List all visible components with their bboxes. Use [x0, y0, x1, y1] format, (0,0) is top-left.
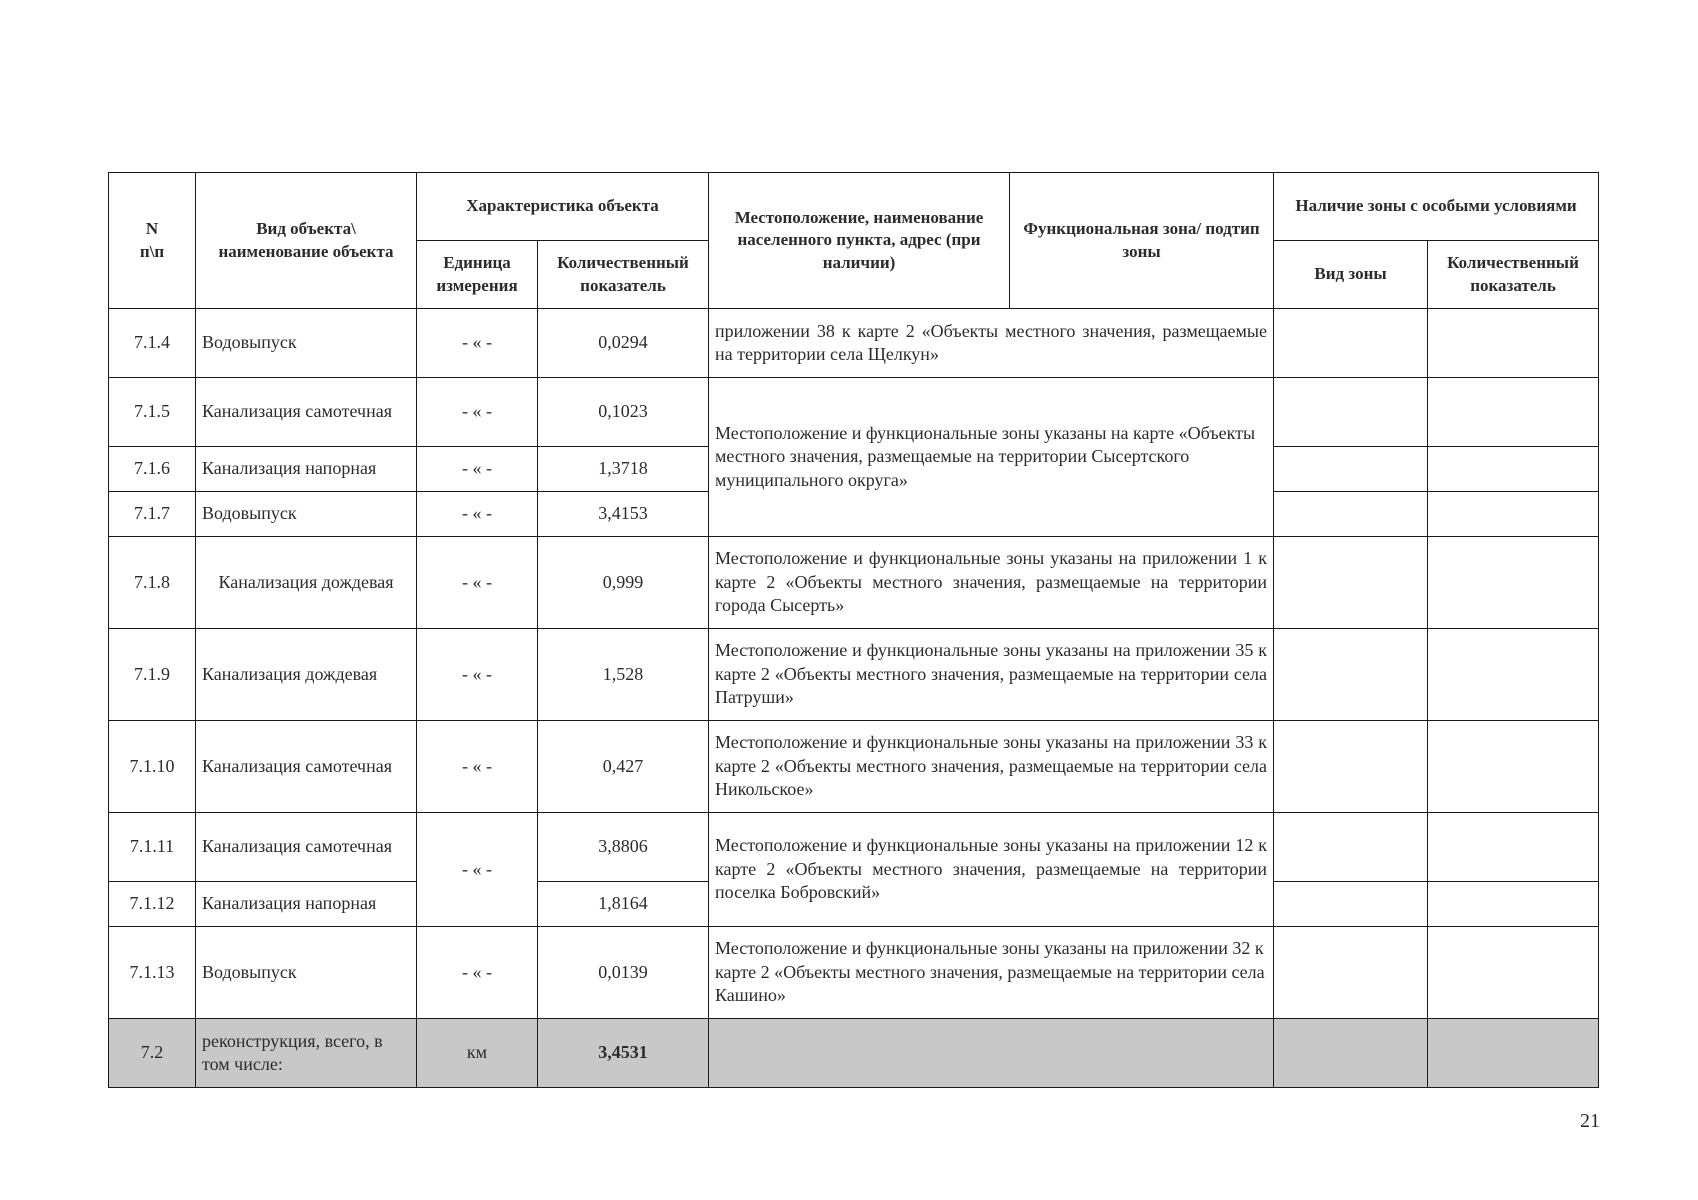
row-name: Водовыпуск	[196, 309, 417, 378]
row-unit: - « -	[417, 927, 538, 1019]
header-func-zone: Функциональная зона/ подтип зоны	[1010, 173, 1274, 309]
row-unit: - « -	[417, 537, 538, 629]
row-zone-type	[1274, 378, 1428, 447]
row-quantity: 3,8806	[538, 813, 709, 882]
row-unit: - « -	[417, 309, 538, 378]
row-unit: км	[417, 1019, 538, 1088]
row-location: приложении 38 к карте 2 «Объекты местного значения, размещаемые на территории села Щелкун»	[709, 309, 1274, 378]
row-name: Канализация самотечная	[196, 378, 417, 447]
row-zone-quantity	[1428, 492, 1599, 537]
row-number: 7.1.5	[109, 378, 196, 447]
row-location: Местоположение и функциональные зоны указаны на приложении 32 к карте 2 «Объекты местного значения, размещаемые на территории села Кашино»	[709, 927, 1274, 1019]
row-zone-type	[1274, 1019, 1428, 1088]
row-name: Канализация дождевая	[196, 537, 417, 629]
row-name: Водовыпуск	[196, 927, 417, 1019]
row-unit: - « -	[417, 721, 538, 813]
row-location	[709, 1019, 1274, 1088]
header-object-type: Вид объекта\ наименование объекта	[196, 173, 417, 309]
row-location: Местоположение и функциональные зоны указаны на карте «Объекты местного значения, размещаемые на территории Сысертского муниципального округа»	[709, 378, 1274, 537]
row-quantity: 0,0139	[538, 927, 709, 1019]
row-location: Местоположение и функциональные зоны указаны на приложении 35 к карте 2 «Объекты местного значения, размещаемые на территории села Патруши»	[709, 629, 1274, 721]
row-quantity: 0,0294	[538, 309, 709, 378]
page-number: 21	[1580, 1110, 1600, 1132]
row-zone-quantity	[1428, 1019, 1599, 1088]
row-quantity: 1,3718	[538, 447, 709, 492]
row-unit: - « -	[417, 813, 538, 927]
table-row	[109, 309, 1599, 378]
row-number: 7.1.4	[109, 309, 196, 378]
row-zone-type	[1274, 537, 1428, 629]
header-zone-type: Вид зоны	[1274, 241, 1428, 309]
row-number: 7.1.13	[109, 927, 196, 1019]
row-location: Местоположение и функциональные зоны указаны на приложении 1 к карте 2 «Объекты местного значения, размещаемые на территории города Сысерть»	[709, 537, 1274, 629]
row-name: Канализация самотечная	[196, 721, 417, 813]
header-unit: Единица измерения	[417, 241, 538, 309]
table-row	[109, 813, 1599, 882]
row-unit: - « -	[417, 629, 538, 721]
objects-table	[108, 172, 1599, 1088]
row-zone-type	[1274, 447, 1428, 492]
row-zone-quantity	[1428, 309, 1599, 378]
row-number: 7.1.10	[109, 721, 196, 813]
row-number: 7.1.11	[109, 813, 196, 882]
row-quantity: 1,8164	[538, 882, 709, 927]
header-special-zone: Наличие зоны с особыми условиями	[1274, 173, 1599, 241]
row-name: Канализация напорная	[196, 882, 417, 927]
row-number: 7.1.6	[109, 447, 196, 492]
row-zone-quantity	[1428, 927, 1599, 1019]
header-n: N п\п	[109, 173, 196, 309]
table-row	[109, 629, 1599, 721]
table-row-total	[109, 1019, 1599, 1088]
row-zone-quantity	[1428, 882, 1599, 927]
header-zone-quantity: Количественный показатель	[1428, 241, 1599, 309]
row-number: 7.1.8	[109, 537, 196, 629]
row-zone-quantity	[1428, 813, 1599, 882]
row-quantity: 0,427	[538, 721, 709, 813]
row-zone-quantity	[1428, 537, 1599, 629]
row-quantity: 0,999	[538, 537, 709, 629]
row-quantity: 1,528	[538, 629, 709, 721]
row-name: реконструкция, всего, в том числе:	[196, 1019, 417, 1088]
row-number: 7.2	[109, 1019, 196, 1088]
header-characteristics: Характеристика объекта	[417, 173, 709, 241]
row-zone-quantity	[1428, 447, 1599, 492]
row-zone-type	[1274, 927, 1428, 1019]
header-quantity: Количественный показатель	[538, 241, 709, 309]
row-zone-quantity	[1428, 721, 1599, 813]
table-row	[109, 927, 1599, 1019]
row-number: 7.1.9	[109, 629, 196, 721]
table-row	[109, 378, 1599, 447]
row-number: 7.1.7	[109, 492, 196, 537]
row-name: Канализация самотечная	[196, 813, 417, 882]
row-name: Канализация напорная	[196, 447, 417, 492]
row-zone-type	[1274, 309, 1428, 378]
row-zone-type	[1274, 629, 1428, 721]
row-name: Канализация дождевая	[196, 629, 417, 721]
table-row	[109, 721, 1599, 813]
row-name: Водовыпуск	[196, 492, 417, 537]
row-zone-type	[1274, 882, 1428, 927]
row-unit: - « -	[417, 447, 538, 492]
row-quantity: 3,4531	[538, 1019, 709, 1088]
row-location: Местоположение и функциональные зоны указаны на приложении 33 к карте 2 «Объекты местного значения, размещаемые на территории села Никольское»	[709, 721, 1274, 813]
row-zone-type	[1274, 492, 1428, 537]
row-quantity: 0,1023	[538, 378, 709, 447]
row-unit: - « -	[417, 378, 538, 447]
row-quantity: 3,4153	[538, 492, 709, 537]
row-unit: - « -	[417, 492, 538, 537]
row-zone-type	[1274, 721, 1428, 813]
row-zone-quantity	[1428, 629, 1599, 721]
row-number: 7.1.12	[109, 882, 196, 927]
row-zone-type	[1274, 813, 1428, 882]
table-row	[109, 537, 1599, 629]
row-zone-quantity	[1428, 378, 1599, 447]
header-location: Местоположение, наименование населенного пункта, адрес (при наличии)	[709, 173, 1010, 309]
row-location: Местоположение и функциональные зоны указаны на приложении 12 к карте 2 «Объекты местного значения, размещаемые на территории поселка Бобровский»	[709, 813, 1274, 927]
